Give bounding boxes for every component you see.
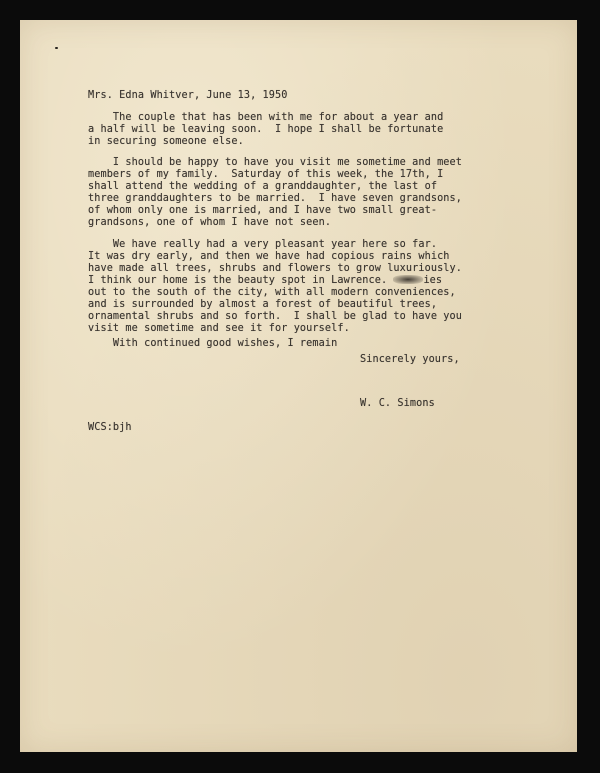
text-line: three granddaughters to be married. I have seven grandsons, [88,193,463,204]
text-segment: ies [423,275,443,286]
text-segment: I think our home is the beauty spot in Lawrence. [88,275,388,286]
text-line: of whom only one is married, and I have two small great- [88,205,438,216]
text-line: We have really had a very pleasant year here so far. [88,239,438,250]
text-line: in securing someone else. [88,136,244,147]
typist-initials: WCS:bjh [88,422,132,433]
letter-page [20,20,577,752]
text-line: ornamental shrubs and so forth. I shall be glad to have you [88,311,463,322]
paper-speck [55,47,58,49]
text-line: shall attend the wedding of a granddaughter, the last of [88,181,438,192]
ink-smudge [393,275,423,284]
text-line: visit me sometime and see it for yourself. [88,323,350,334]
text-line: a half will be leaving soon. I hope I shall be fortunate [88,124,444,135]
header-line: Mrs. Edna Whitver, June 13, 1950 [88,90,288,101]
signature-name: W. C. Simons [360,398,435,409]
text-line: members of my family. Saturday of this week, the 17th, I [88,169,444,180]
text-line: have made all trees, shrubs and flowers to grow luxuriously. [88,263,463,274]
text-line: and is surrounded by almost a forest of beautiful trees, [88,299,438,310]
text-line: I should be happy to have you visit me sometime and meet [88,157,463,168]
text-line: The couple that has been with me for about a year and [88,112,444,123]
complimentary-close: Sincerely yours, [360,354,460,365]
text-line: It was dry early, and then we have had copious rains which [88,251,450,262]
closing-line: With continued good wishes, I remain [88,338,338,349]
text-line: grandsons, one of whom I have not seen. [88,217,332,228]
text-line-with-smudge [88,275,442,287]
text-line: out to the south of the city, with all modern conveniences, [88,287,456,298]
